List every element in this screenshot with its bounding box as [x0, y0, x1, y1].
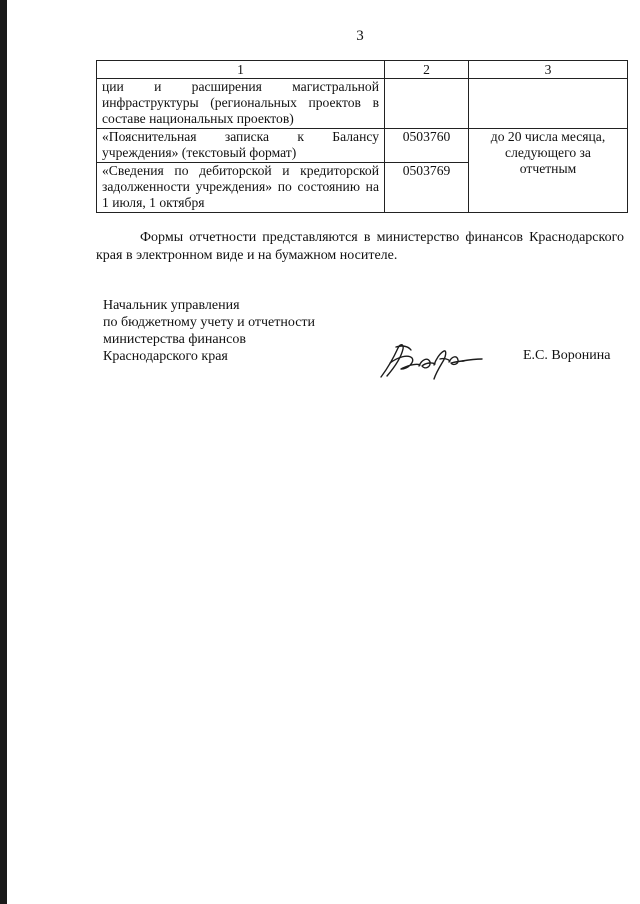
form-code-cell: 0503769: [385, 163, 469, 213]
deadline-cell-empty: [469, 79, 628, 129]
table-header-cell: 1: [97, 61, 385, 79]
deadline-line: следующего за: [505, 145, 591, 160]
table-header-row: [97, 61, 628, 79]
table-header-cell: 2: [385, 61, 469, 79]
table-header-cell: 3: [469, 61, 628, 79]
signer-name: Е.С. Воронина: [523, 348, 611, 363]
table-row: [97, 129, 628, 163]
form-name-cell: ции и расширения магистральной инфраструктуры (региональных проектов в составе национальных проектов): [97, 79, 385, 129]
table-row: [97, 79, 628, 129]
form-name-cell: «Сведения по дебиторской и кредиторской задолженности учреждения» по состоянию на 1 июля, 1 октября: [97, 163, 385, 213]
page-number: 3: [356, 28, 364, 44]
deadline-cell: [469, 129, 628, 213]
signer-title-line: Краснодарского края: [103, 349, 228, 364]
form-code-cell: 0503760: [385, 129, 469, 163]
signer-title-line: Начальник управления: [103, 298, 240, 313]
reporting-forms-table: [96, 60, 628, 213]
signer-title-line: министерства финансов: [103, 332, 246, 347]
form-code-cell: [385, 79, 469, 129]
form-name-cell: «Пояснительная записка к Балансу учреждения» (текстовый формат): [97, 129, 385, 163]
submission-note: Формы отчетности представляются в министерство финансов Краснодарского края в электронном виде и на бумажном носителе.: [96, 230, 624, 263]
deadline-line: отчетным: [519, 161, 577, 176]
deadline-line: до 20 числа месяца,: [490, 129, 606, 144]
signer-title-line: по бюджетному учету и отчетности: [103, 315, 316, 330]
signer-title-block: [103, 297, 315, 365]
handwritten-signature: [378, 339, 484, 381]
scan-edge-bar: [0, 0, 7, 904]
